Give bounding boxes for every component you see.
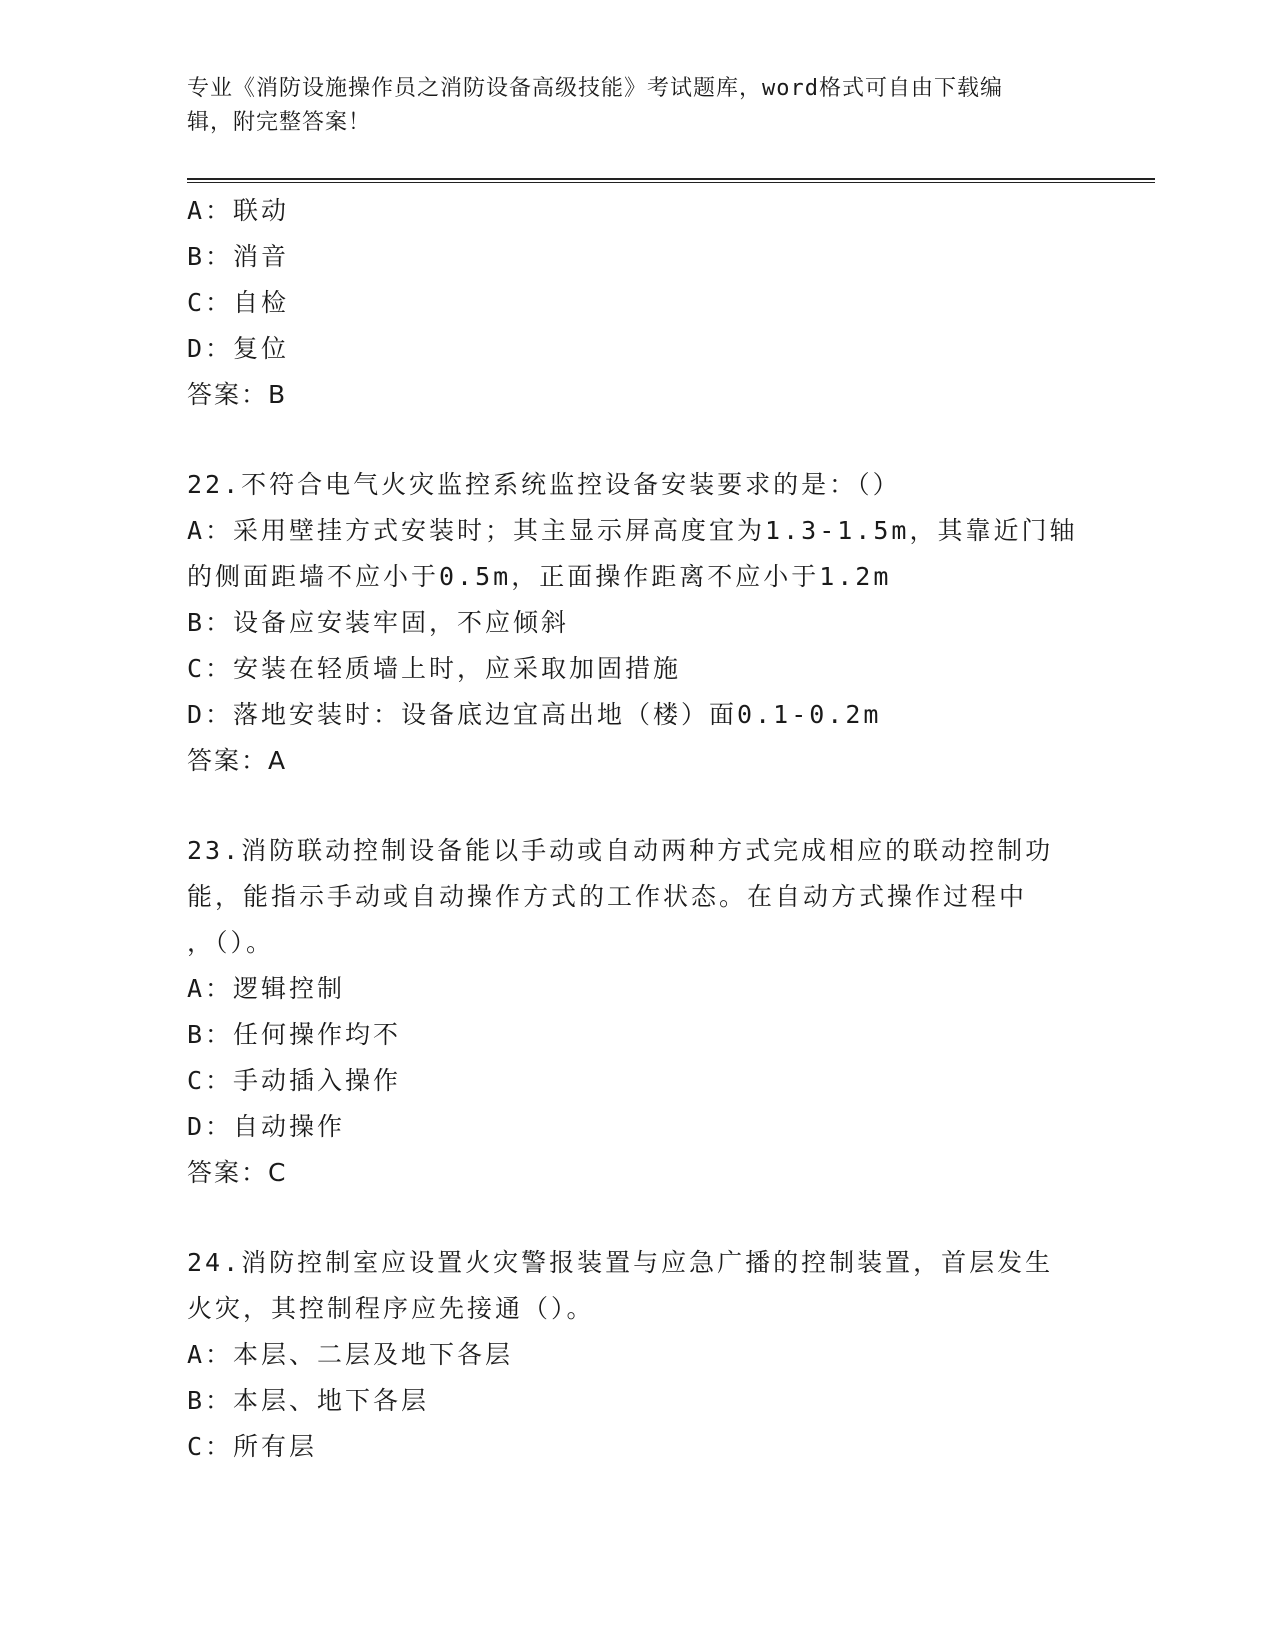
option-b: B：设备应安装牢固，不应倾斜 xyxy=(187,608,570,637)
question-22 xyxy=(187,462,1087,784)
header-note-line-1: 专业《消防设施操作员之消防设备高级技能》考试题库，word格式可自由下载编 xyxy=(187,76,1003,101)
option-d: D：自动操作 xyxy=(187,1112,346,1141)
question-spacer xyxy=(187,784,1087,828)
question-spacer xyxy=(187,1196,1087,1240)
question-23 xyxy=(187,828,1087,1196)
option-a-line-2: 的侧面距墙不应小于0.5m，正面操作距离不应小于1.2m xyxy=(187,562,892,591)
question-21 xyxy=(187,188,1087,418)
option-b: B：消音 xyxy=(187,242,290,271)
question-spacer xyxy=(187,418,1087,462)
option-a-line-1: A：采用壁挂方式安装时；其主显示屏高度宜为1.3-1.5m，其靠近门轴 xyxy=(187,516,1078,545)
header-note-line-2: 辑，附完整答案！ xyxy=(187,110,372,135)
question-stem-line-2: 火灾，其控制程序应先接通（）。 xyxy=(187,1294,595,1323)
option-d: D：落地安装时：设备底边宜高出地（楼）面0.1-0.2m xyxy=(187,700,882,729)
option-c: C：手动插入操作 xyxy=(187,1066,402,1095)
answer-label: 答案：A xyxy=(187,746,288,775)
question-stem-line-1: 23.消防联动控制设备能以手动或自动两种方式完成相应的联动控制功 xyxy=(187,836,1054,865)
question-stem-line-3: ，（）。 xyxy=(187,928,275,957)
question-stem-line-1: 24.消防控制室应设置火灾警报装置与应急广播的控制装置，首层发生 xyxy=(187,1248,1054,1277)
option-d: D：复位 xyxy=(187,334,290,363)
option-c: C：自检 xyxy=(187,288,290,317)
option-c: C：安装在轻质墙上时，应采取加固措施 xyxy=(187,654,682,683)
option-b: B：任何操作均不 xyxy=(187,1020,402,1049)
option-b: B：本层、地下各层 xyxy=(187,1386,430,1415)
question-24 xyxy=(187,1240,1087,1470)
option-a: A：本层、二层及地下各层 xyxy=(187,1340,514,1369)
question-stem-line-2: 能，能指示手动或自动操作方式的工作状态。在自动方式操作过程中 xyxy=(187,882,1028,911)
question-list xyxy=(187,188,1087,1470)
header-note xyxy=(187,72,1067,140)
answer-label: 答案：B xyxy=(187,380,288,409)
answer-label: 答案：C xyxy=(187,1158,288,1187)
option-a: A：逻辑控制 xyxy=(187,974,346,1003)
option-c: C：所有层 xyxy=(187,1432,318,1461)
question-stem: 22.不符合电气火灾监控系统监控设备安装要求的是：（） xyxy=(187,470,901,499)
header-divider xyxy=(187,178,1155,183)
option-a: A：联动 xyxy=(187,196,290,225)
